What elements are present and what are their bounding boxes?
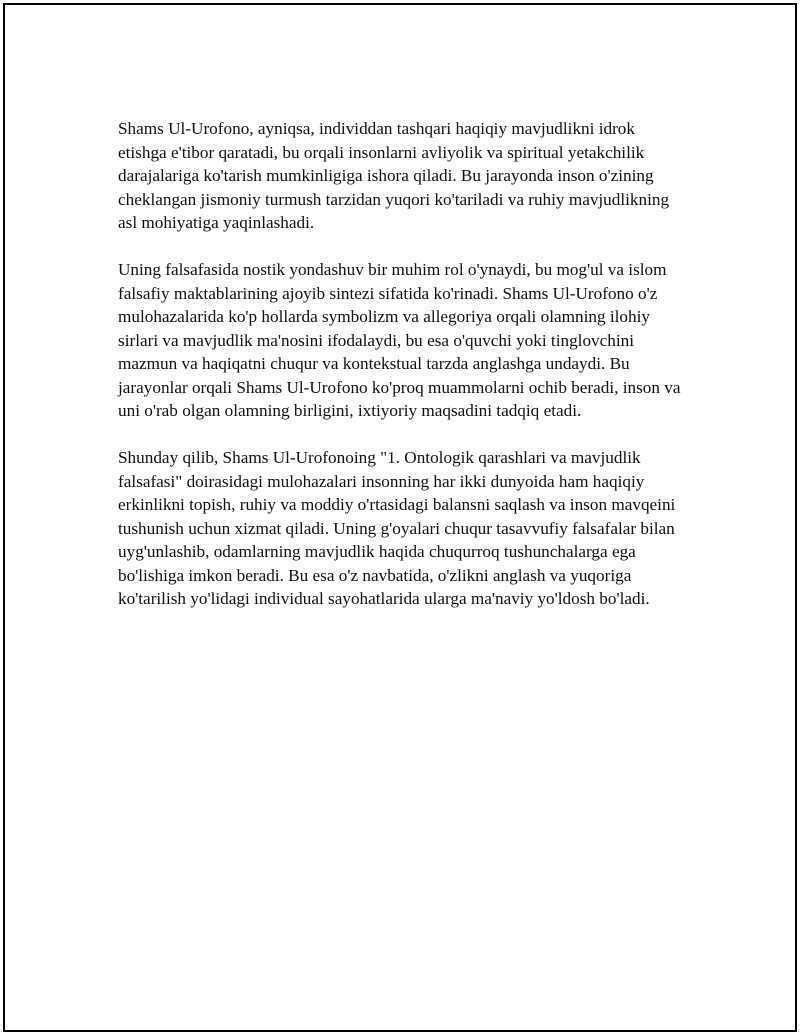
paragraph-3: Shunday qilib, Shams Ul-Urofonoing "1. Ontologik qarashlari va mavjudlik falsafasi" doirasidagi mulohazalari insonning har ikki dunyoida ham haqiqiy erkinlikni topish, ruhiy va moddiy o'rtasidagi balansni saqlash va inson mavqeini tushunish uchun xizmat qiladi. Uning g'oyalari chuqur tasavvufiy falsafalar bilan uyg'unlashib, odamlarning mavjudlik haqida chuqurroq tushunchalarga ega bo'lishiga imkon beradi. Bu esa o'z navbatida, o'zlikni anglash va yuqoriga ko'tarilish yo'lidagi individual sayohatlarida ularga ma'naviy yo'ldosh bo'ladi. [118,448,676,608]
paragraph-2: Uning falsafasida nostik yondashuv bir muhim rol o'ynaydi, bu mog'ul va islom falsafiy maktablarining ajoyib sintezi sifatida ko'rinadi. Shams Ul-Urofono o'z mulohazalarida ko'p hollarda symbolizm va allegoriya orqali olamning ilohiy sirlari va mavjudlik ma'nosini ifodalaydi, bu esa o'quvchi yoki tinglovchini mazmun va haqiqatni chuqur va kontekstual tarzda anglashga undaydi. Bu jarayonlar orqali Shams Ul-Urofono ko'proq muammolarni ochib beradi, inson va uni o'rab olgan olamning birligini, ixtiyoriy maqsadini tadqiq etadi. [118,260,681,420]
document-body [118,117,684,634]
paragraph-1: Shams Ul-Urofono, ayniqsa, individdan tashqari haqiqiy mavjudlikni idrok etishga e'tibor qaratadi, bu orqali insonlarni avliyolik va spiritual yetakchilik darajalariga ko'tarish mumkinligiga ishora qiladi. Bu jarayonda inson o'zining cheklangan jismoniy turmush tarzidan yuqori ko'tariladi va ruhiy mavjudlikning asl mohiyatiga yaqinlashadi. [118,119,670,232]
